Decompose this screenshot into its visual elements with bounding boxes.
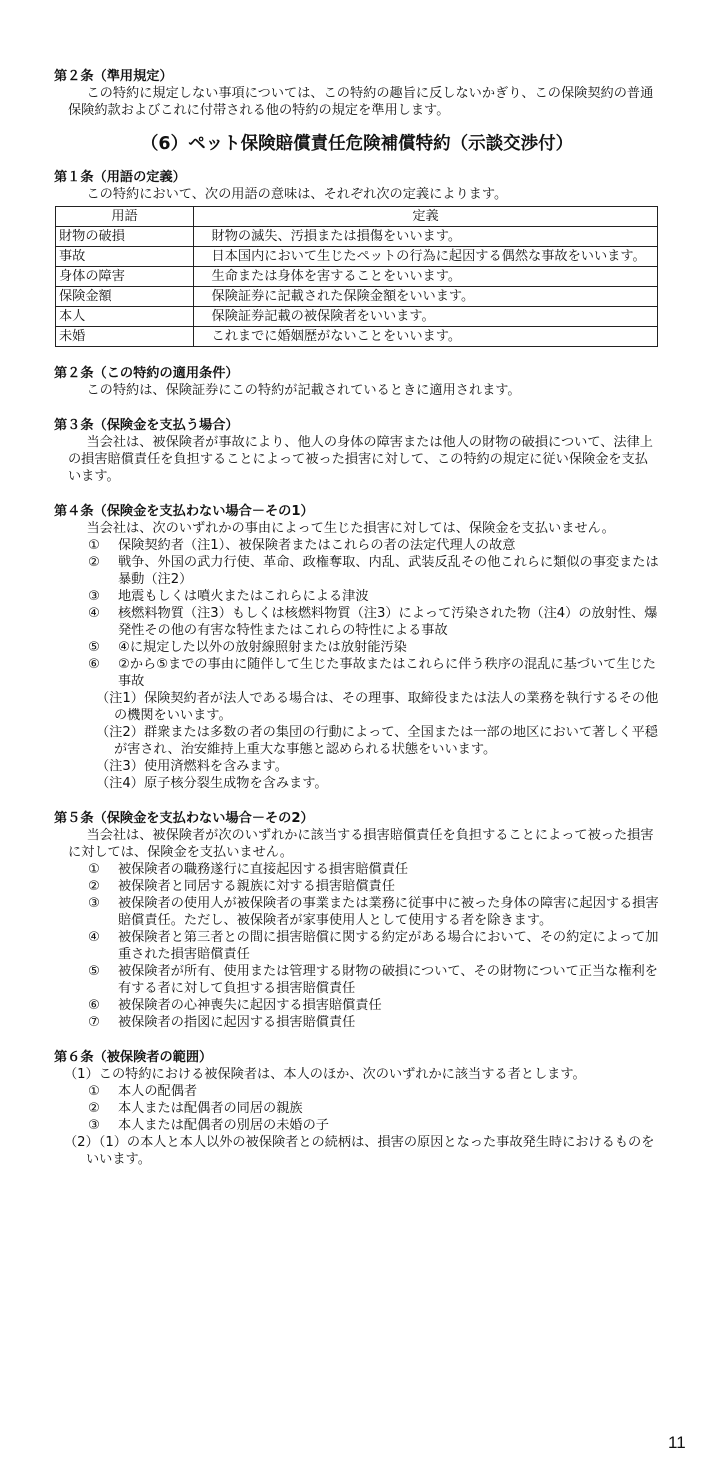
item-number: ③ <box>88 896 100 911</box>
list-item <box>54 588 660 605</box>
item-number: ③ <box>88 1118 100 1133</box>
table-row <box>56 307 658 327</box>
list-item <box>54 1100 660 1117</box>
table-cell-definition: 保険証券に記載された保険金額をいいます。 <box>194 287 658 307</box>
list-item <box>54 963 660 997</box>
item-number: ⑥ <box>88 657 100 672</box>
document-page <box>54 68 660 1168</box>
table-row <box>56 247 658 267</box>
list-item <box>54 895 660 929</box>
footnote: （注1）保険契約者が法人である場合は、その理事、取締役または法人の業務を執行するその他の機関をいいます。 <box>96 691 659 723</box>
item-number: ⑥ <box>88 998 100 1013</box>
item-text: 被保険者の心神喪失に起因する損害賠償責任 <box>118 998 382 1013</box>
list-item <box>54 861 660 878</box>
item-number: ① <box>88 1084 100 1099</box>
article-5-text: 当会社は、被保険者が次のいずれかに該当する損害賠償責任を負担することによって被った損害に対しては、保険金を支払いません。 <box>68 828 654 860</box>
article-4-title: 第４条（保険金を支払わない場合－その1） <box>54 504 314 519</box>
item-number: ② <box>88 1101 100 1116</box>
list-item <box>54 537 660 554</box>
spacer <box>54 399 660 417</box>
table-cell-term: 保険金額 <box>56 287 194 307</box>
article-3-title: 第３条（保険金を支払う場合） <box>54 418 239 433</box>
article-2-title: 第２条（この特約の適用条件） <box>54 366 239 381</box>
table-cell-definition: 財物の滅失、汚損または損傷をいいます。 <box>194 227 658 247</box>
list-item <box>54 605 660 639</box>
list-item <box>54 997 660 1014</box>
item-text: 被保険者の指図に起因する損害賠償責任 <box>118 1015 356 1030</box>
section-title: （6）ペット保険賠償責任危険補償特約（示談交渉付） <box>140 134 574 154</box>
table-row <box>56 267 658 287</box>
list-item <box>54 929 660 963</box>
item-text: 被保険者と同居する親族に対する損害賠償責任 <box>118 879 395 894</box>
item-number: ⑦ <box>88 1015 100 1030</box>
table-cell-term: 事故 <box>56 247 194 267</box>
item-number: ④ <box>88 606 100 621</box>
item-text: 被保険者と第三者との間に損害賠償に関する約定がある場合において、その約定によって加重された損害賠償責任 <box>118 930 659 962</box>
page-number: 11 <box>668 1433 686 1452</box>
table-cell-definition: 生命または身体を害することをいいます。 <box>194 267 658 287</box>
list-item <box>54 1083 660 1100</box>
list-item <box>54 1014 660 1031</box>
list-item <box>54 878 660 895</box>
table-cell-term: 本人 <box>56 307 194 327</box>
table-row <box>56 287 658 307</box>
spacer <box>54 1031 660 1049</box>
table-cell-definition: 保険証券記載の被保険者をいいます。 <box>194 307 658 327</box>
item-text: 戦争、外国の武力行使、革命、政権奪取、内乱、武装反乱その他これらに類似の事変または暴動（注2） <box>118 555 659 587</box>
item-text: 被保険者の使用人が被保険者の事業または業務に従事中に被った身体の障害に起因する損害賠償責任。ただし、被保険者が家事使用人として使用する者を除きます。 <box>118 896 659 928</box>
article-3-text: 当会社は、被保険者が事故により、他人の身体の障害または他人の財物の破損について、法律上の損害賠償責任を負担することによって被った損害に対して、この特約の規定に従い保険金を支払います。 <box>68 435 653 484</box>
list-item <box>54 656 660 690</box>
item-text: 被保険者の職務遂行に直接起因する損害賠償責任 <box>118 862 409 877</box>
item-number: ② <box>88 879 100 894</box>
spacer <box>54 485 660 503</box>
article-2-prev-text: この特約に規定しない事項については、この特約の趣旨に反しないかぎり、この保険契約の普通保険約款およびこれに付帯される他の特約の規定を準用します。 <box>68 86 654 118</box>
table-row <box>56 227 658 247</box>
article-6-clause-1: （1）この特約における被保険者は、本人のほか、次のいずれかに該当する者とします。 <box>64 1067 586 1082</box>
table-cell-term: 財物の破損 <box>56 227 194 247</box>
item-text: 被保険者が所有、使用または管理する財物の破損について、その財物について正当な権利を有する者に対して負担する損害賠償責任 <box>118 964 658 996</box>
article-1-title: 第１条（用語の定義） <box>54 170 186 185</box>
article-6-clause-2: （2）（1）の本人と本人以外の被保険者との続柄は、損害の原因となった事故発生時におけるものをいいます。 <box>64 1135 655 1167</box>
table-header-row <box>56 207 658 227</box>
table-cell-definition: これまでに婚姻歴がないことをいいます。 <box>194 327 658 347</box>
item-text: 本人または配偶者の同居の親族 <box>118 1101 303 1116</box>
item-text: ④に規定した以外の放射線照射または放射能汚染 <box>118 640 407 655</box>
item-number: ⑤ <box>88 640 100 655</box>
article-6-title: 第６条（被保険者の範囲） <box>54 1050 213 1065</box>
table-cell-term: 未婚 <box>56 327 194 347</box>
item-text: 地震もしくは噴火またはこれらによる津波 <box>118 589 369 604</box>
spacer <box>54 792 660 810</box>
item-number: ④ <box>88 930 100 945</box>
list-item <box>54 554 660 588</box>
footnote: （注2）群衆または多数の者の集団の行動によって、全国または一部の地区において著しく平穏が害され、治安維持上重大な事態と認められる状態をいいます。 <box>96 725 658 757</box>
article-1-text: この特約において、次の用語の意味は、それぞれ次の定義によります。 <box>86 187 508 202</box>
table-row <box>56 327 658 347</box>
item-number: ⑤ <box>88 964 100 979</box>
table-header-term: 用語 <box>56 207 194 227</box>
footnote: （注3）使用済燃料を含みます。 <box>96 759 288 774</box>
list-item <box>54 1117 660 1134</box>
list-item <box>54 639 660 656</box>
spacer <box>54 347 660 365</box>
item-text: 保険契約者（注1）、被保険者またはこれらの者の法定代理人の故意 <box>118 538 516 553</box>
table-cell-term: 身体の障害 <box>56 267 194 287</box>
article-4-text: 当会社は、次のいずれかの事由によって生じた損害に対しては、保険金を支払いません。 <box>86 521 615 536</box>
item-text: 核燃料物質（注3）もしくは核燃料物質（注3）によって汚染された物（注4）の放射性、爆発性その他の有害な特性またはこれらの特性による事故 <box>118 606 658 638</box>
article-2-prev-title: 第２条（準用規定） <box>54 69 173 84</box>
item-number: ② <box>88 555 100 570</box>
definitions-table <box>55 206 658 347</box>
item-text: 本人の配偶者 <box>118 1084 198 1099</box>
item-number: ① <box>88 862 100 877</box>
table-header-definition: 定義 <box>194 207 658 227</box>
item-text: ②から⑤までの事由に随伴して生じた事故またはこれらに伴う秩序の混乱に基づいて生じた事故 <box>118 657 656 689</box>
item-number: ① <box>88 538 100 553</box>
table-cell-definition: 日本国内において生じたペットの行為に起因する偶然な事故をいいます。 <box>194 247 658 267</box>
article-5-title: 第５条（保険金を支払わない場合－その2） <box>54 811 314 826</box>
footnote: （注4）原子核分裂生成物を含みます。 <box>96 776 328 791</box>
item-number: ③ <box>88 589 100 604</box>
article-2-text: この特約は、保険証券にこの特約が記載されているときに適用されます。 <box>86 383 521 398</box>
item-text: 本人または配偶者の別居の未婚の子 <box>118 1118 329 1133</box>
